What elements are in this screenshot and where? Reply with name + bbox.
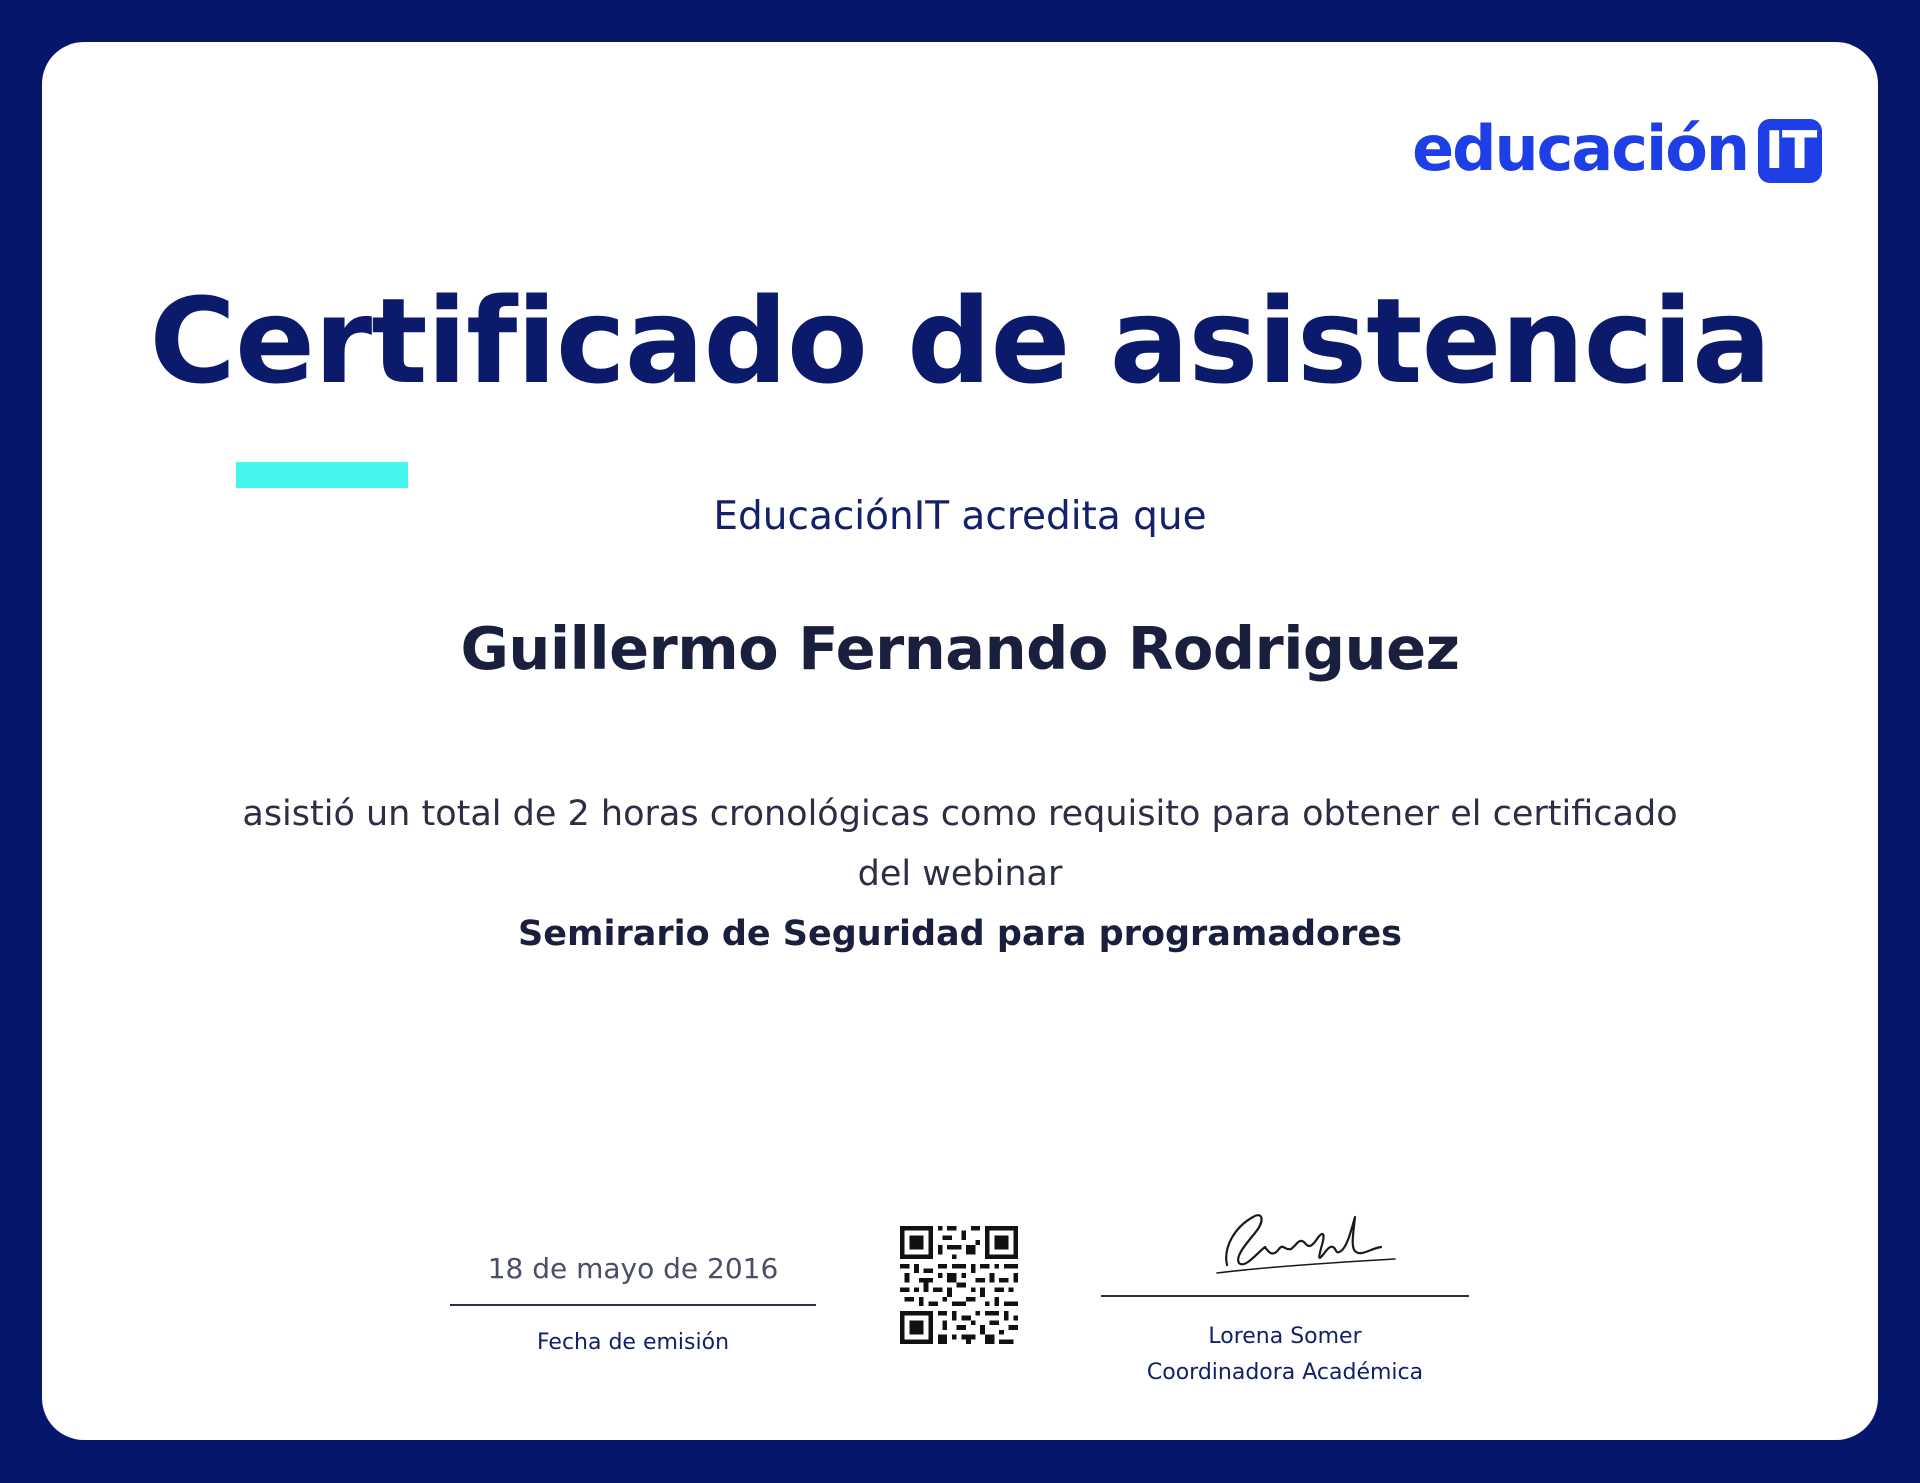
course-name: Semirario de Seguridad para programadores [518,914,1402,954]
signature-divider [1101,1295,1469,1297]
issue-date-label: Fecha de emisión [536,1330,730,1355]
signature-image [1205,1187,1405,1282]
issue-date: 18 de mayo de 2016 [487,1252,779,1285]
certificate-body [212,784,1708,904]
educacionit-logo [1412,112,1822,185]
body-line-2: del webinar [857,854,1063,894]
qr-code-icon [900,1226,1018,1344]
recipient-name: Guillermo Fernando Rodriguez [460,614,1460,683]
signer-name: Lorena Somer [1208,1324,1362,1349]
logo-badge: IT [1758,119,1822,183]
accent-bar [236,462,408,488]
certificate-lead: EducaciónIT acredita que [713,494,1207,539]
signer-role: Coordinadora Académica [1146,1360,1424,1385]
body-line-1: asistió un total de 2 horas cronológicas como requisito para obtener el certificado [242,794,1678,834]
date-divider [450,1304,816,1306]
certificate-title: Certificado de asistencia [149,272,1771,410]
certificate-card [42,42,1878,1440]
logo-wordmark: educación [1412,112,1748,185]
